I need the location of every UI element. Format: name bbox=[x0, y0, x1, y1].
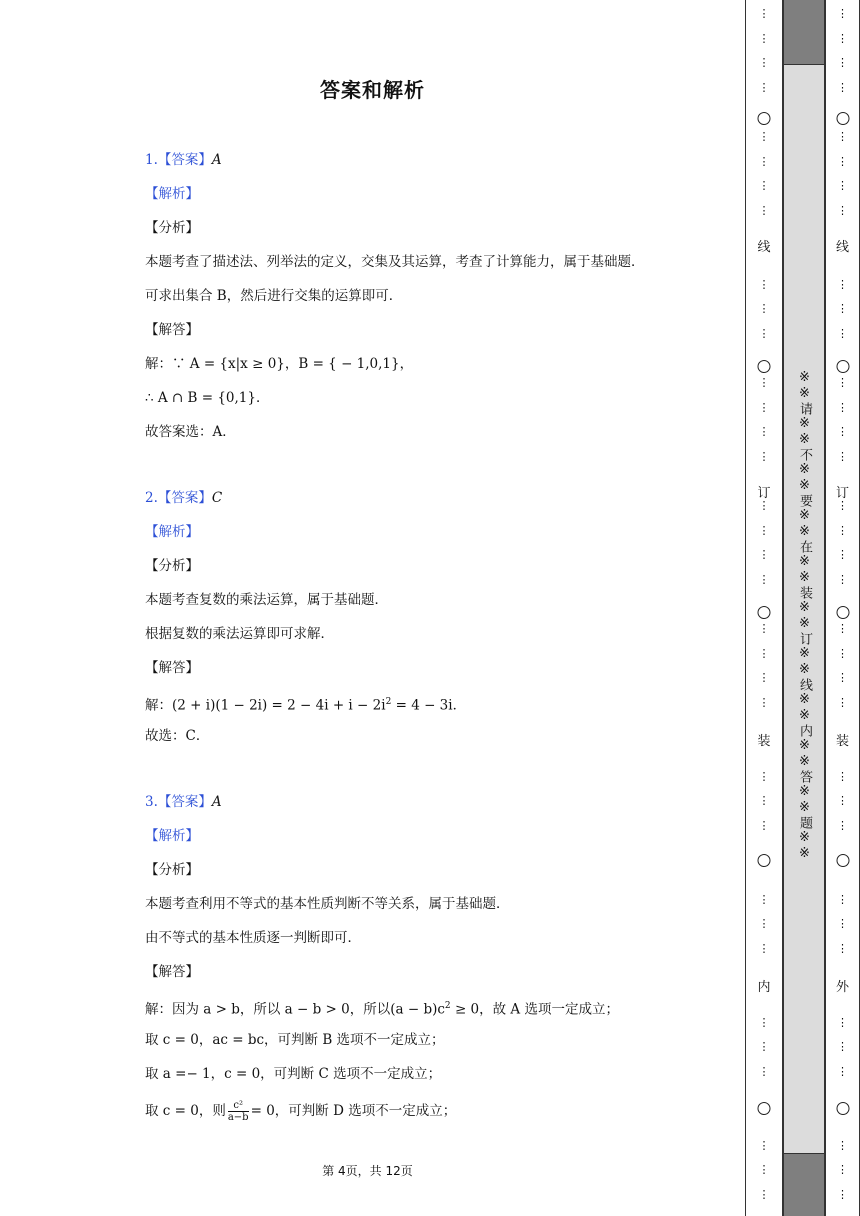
q3-jieda-label: 【解答】 bbox=[145, 964, 199, 980]
dotted-separator: ⋮ bbox=[758, 449, 770, 463]
dotted-separator: ⋮ bbox=[837, 31, 848, 45]
dotted-separator: ⋮ bbox=[758, 1138, 770, 1152]
dotted-separator: ⋮ bbox=[758, 425, 770, 439]
q3-fenxi-label: 【分析】 bbox=[145, 862, 199, 878]
dotted-separator: ⋮ bbox=[837, 941, 848, 955]
binding-hole-circle bbox=[758, 360, 771, 373]
strip-cap-bottom bbox=[784, 1153, 824, 1216]
dotted-separator: ⋮ bbox=[758, 1163, 770, 1177]
dotted-separator: ⋮ bbox=[837, 794, 848, 808]
dotted-separator: ⋮ bbox=[837, 80, 848, 94]
q2-answer: C bbox=[211, 490, 223, 506]
dotted-separator: ⋮ bbox=[837, 302, 848, 316]
fraction bbox=[228, 1100, 249, 1123]
q2-jieda-line-2: 故选：C． bbox=[145, 728, 210, 744]
dotted-separator: ⋮ bbox=[758, 917, 770, 931]
q1-jieda-line-1: 解：∵ A = {x|x ≥ 0}，B = { − 1,0,1}， bbox=[145, 356, 414, 372]
dotted-separator: ⋮ bbox=[837, 1163, 848, 1177]
binding-mark: 线 bbox=[835, 240, 849, 255]
page-footer bbox=[0, 1162, 860, 1179]
q2-jieda-line-1-pre: 解：(2 + i)(1 − 2i) = 2 − 4i + i − 2i bbox=[145, 697, 386, 714]
dotted-separator: ⋮ bbox=[758, 499, 770, 512]
q3-jieda-line-1-sup: 2 bbox=[444, 1001, 451, 1011]
dotted-separator: ⋮ bbox=[758, 818, 770, 832]
binding-column-inner bbox=[745, 0, 783, 1216]
dotted-separator: ⋮ bbox=[758, 892, 770, 906]
q2-answer-line bbox=[145, 488, 222, 508]
dotted-separator: ⋮ bbox=[837, 376, 848, 389]
dotted-separator: ⋮ bbox=[837, 671, 848, 685]
dotted-separator: ⋮ bbox=[758, 1064, 770, 1078]
q3-jieda-line-4 bbox=[145, 1100, 456, 1123]
dotted-separator: ⋮ bbox=[837, 179, 848, 193]
dotted-separator: ⋮ bbox=[758, 548, 770, 562]
q3-jieda-line-1 bbox=[145, 996, 619, 1020]
fraction-numerator: c² bbox=[228, 1100, 249, 1112]
dotted-separator: ⋮ bbox=[837, 449, 848, 463]
q1-fenxi-line-2: 可求出集合 B，然后进行交集的运算即可． bbox=[145, 288, 403, 304]
dotted-separator: ⋮ bbox=[837, 277, 848, 291]
dotted-separator: ⋮ bbox=[837, 818, 848, 832]
dotted-separator: ⋮ bbox=[758, 572, 770, 586]
binding-mark: 订 bbox=[757, 486, 771, 501]
binding-warning-text: ※※请※※不※※要※※在※※装※※订※※线※※内※※答※※题※※ bbox=[797, 370, 812, 862]
dotted-separator: ⋮ bbox=[758, 31, 770, 45]
dotted-separator: ⋮ bbox=[758, 1187, 770, 1201]
binding-warning-strip bbox=[783, 0, 825, 1216]
dotted-separator: ⋮ bbox=[758, 154, 770, 168]
q1-answer-label: 【答案】 bbox=[157, 152, 212, 168]
q3-jieda-line-4-post: = 0，可判断 D 选项不一定成立； bbox=[250, 1103, 457, 1119]
dotted-separator: ⋮ bbox=[758, 794, 770, 808]
q2-jieda-line-1-post: = 4 − 3i． bbox=[391, 697, 467, 714]
dotted-separator: ⋮ bbox=[758, 277, 770, 291]
dotted-separator: ⋮ bbox=[837, 917, 848, 931]
binding-hole-circle bbox=[836, 1102, 849, 1115]
page-number: 第 4页，共 12页 bbox=[322, 1164, 413, 1178]
dotted-separator: ⋮ bbox=[758, 1040, 770, 1054]
q3-analysis-label: 【解析】 bbox=[145, 828, 199, 844]
q1-jieda-line-3: 故答案选：A． bbox=[145, 424, 236, 440]
dotted-separator: ⋮ bbox=[758, 130, 770, 143]
binding-hole-circle bbox=[758, 854, 771, 867]
dotted-separator: ⋮ bbox=[758, 326, 770, 340]
dotted-separator: ⋮ bbox=[758, 523, 770, 537]
dotted-separator: ⋮ bbox=[758, 400, 770, 414]
binding-hole-circle bbox=[836, 606, 849, 619]
dotted-separator: ⋮ bbox=[837, 1138, 848, 1152]
q3-jieda-line-1-post: ≥ 0，故 A 选项一定成立； bbox=[450, 1001, 619, 1018]
binding-mark: 装 bbox=[835, 734, 849, 749]
dotted-separator: ⋮ bbox=[758, 376, 770, 389]
dotted-separator: ⋮ bbox=[837, 548, 848, 562]
dotted-separator: ⋮ bbox=[837, 769, 848, 783]
q2-jieda-label: 【解答】 bbox=[145, 660, 199, 676]
page-title: 答案和解析 bbox=[320, 78, 425, 102]
binding-mark: 线 bbox=[757, 240, 771, 255]
dotted-separator: ⋮ bbox=[837, 130, 848, 143]
dotted-separator: ⋮ bbox=[837, 1015, 848, 1029]
q3-answer-label: 【答案】 bbox=[157, 794, 212, 810]
q2-fenxi-line-1: 本题考查复数的乘法运算，属于基础题． bbox=[145, 592, 388, 608]
dotted-separator: ⋮ bbox=[837, 695, 848, 709]
binding-hole-circle bbox=[758, 606, 771, 619]
dotted-separator: ⋮ bbox=[837, 1040, 848, 1054]
q1-jieda-line-2: ∴ A ∩ B = {0,1}． bbox=[145, 390, 270, 406]
dotted-separator: ⋮ bbox=[837, 892, 848, 906]
q1-analysis-label: 【解析】 bbox=[145, 186, 199, 202]
dotted-separator: ⋮ bbox=[837, 622, 848, 635]
dotted-separator: ⋮ bbox=[758, 671, 770, 685]
dotted-separator: ⋮ bbox=[837, 572, 848, 586]
dotted-separator: ⋮ bbox=[837, 326, 848, 340]
q3-answer-line bbox=[145, 792, 222, 812]
q2-fenxi-line-2: 根据复数的乘法运算即可求解． bbox=[145, 626, 334, 642]
dotted-separator: ⋮ bbox=[837, 56, 848, 70]
q2-jieda-line-1 bbox=[145, 692, 466, 716]
q3-fenxi-line-2: 由不等式的基本性质逐一判断即可． bbox=[145, 930, 361, 946]
dotted-separator: ⋮ bbox=[758, 1015, 770, 1029]
dotted-separator: ⋮ bbox=[758, 646, 770, 660]
dotted-separator: ⋮ bbox=[758, 622, 770, 635]
strip-cap-top bbox=[784, 0, 824, 65]
binding-column-outer bbox=[825, 0, 860, 1216]
binding-hole-circle bbox=[758, 112, 771, 125]
q1-fenxi-label: 【分析】 bbox=[145, 220, 199, 236]
fraction-denominator: a−b bbox=[227, 1112, 249, 1123]
binding-mark: 订 bbox=[835, 486, 849, 501]
dotted-separator: ⋮ bbox=[837, 499, 848, 512]
q1-jieda-label: 【解答】 bbox=[145, 322, 199, 338]
dotted-separator: ⋮ bbox=[837, 7, 848, 20]
dotted-separator: ⋮ bbox=[758, 179, 770, 193]
q3-jieda-line-4-pre: 取 c = 0，则 bbox=[145, 1103, 226, 1119]
q2-jieda-line-1-sup: 2 bbox=[385, 697, 392, 707]
q3-answer: A bbox=[211, 794, 222, 810]
binding-mark: 装 bbox=[757, 734, 771, 749]
q2-answer-label: 【答案】 bbox=[157, 490, 212, 506]
dotted-separator: ⋮ bbox=[758, 7, 770, 20]
binding-hole-circle bbox=[836, 112, 849, 125]
dotted-separator: ⋮ bbox=[758, 302, 770, 316]
dotted-separator: ⋮ bbox=[758, 56, 770, 70]
q3-number: 3. bbox=[145, 794, 158, 810]
q1-answer: A bbox=[211, 152, 222, 168]
dotted-separator: ⋮ bbox=[837, 646, 848, 660]
q3-jieda-line-2: 取 c = 0，ac = bc，可判断 B 选项不一定成立； bbox=[145, 1032, 445, 1048]
dotted-separator: ⋮ bbox=[837, 1064, 848, 1078]
dotted-separator: ⋮ bbox=[837, 400, 848, 414]
q2-fenxi-label: 【分析】 bbox=[145, 558, 199, 574]
binding-mark: 内 bbox=[757, 980, 771, 995]
dotted-separator: ⋮ bbox=[758, 203, 770, 217]
dotted-separator: ⋮ bbox=[837, 154, 848, 168]
dotted-separator: ⋮ bbox=[758, 941, 770, 955]
dotted-separator: ⋮ bbox=[837, 425, 848, 439]
q2-analysis-label: 【解析】 bbox=[145, 524, 199, 540]
dotted-separator: ⋮ bbox=[758, 80, 770, 94]
q3-fenxi-line-1: 本题考查利用不等式的基本性质判断不等关系，属于基础题． bbox=[145, 896, 510, 912]
q1-fenxi-line-1: 本题考查了描述法、列举法的定义，交集及其运算，考查了计算能力，属于基础题． bbox=[145, 254, 645, 270]
dotted-separator: ⋮ bbox=[837, 203, 848, 217]
binding-hole-circle bbox=[836, 360, 849, 373]
dotted-separator: ⋮ bbox=[837, 1187, 848, 1201]
dotted-separator: ⋮ bbox=[837, 523, 848, 537]
binding-mark: 外 bbox=[835, 980, 849, 995]
binding-hole-circle bbox=[758, 1102, 771, 1115]
dotted-separator: ⋮ bbox=[758, 769, 770, 783]
q3-jieda-line-1-pre: 解：因为 a > b，所以 a − b > 0，所以(a − b)c bbox=[145, 1001, 445, 1018]
dotted-separator: ⋮ bbox=[758, 695, 770, 709]
q1-answer-line bbox=[145, 150, 222, 170]
binding-hole-circle bbox=[836, 854, 849, 867]
q1-number: 1. bbox=[145, 152, 158, 168]
q3-jieda-line-3: 取 a =− 1，c = 0，可判断 C 选项不一定成立； bbox=[145, 1066, 442, 1082]
q2-number: 2. bbox=[145, 490, 158, 506]
